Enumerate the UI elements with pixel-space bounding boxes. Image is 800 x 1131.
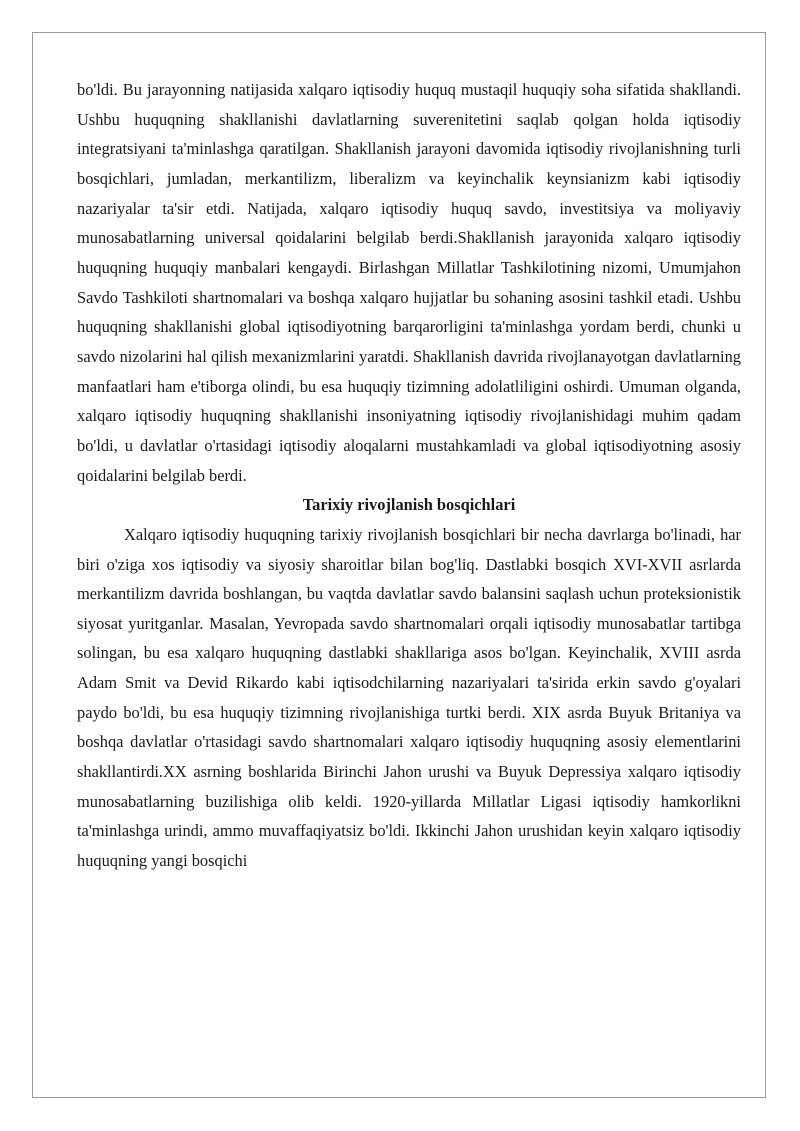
section-heading: Tarixiy rivojlanish bosqichlari: [302, 495, 516, 515]
document-body: [77, 75, 741, 876]
body-paragraph: Xalqaro iqtisodiy huquqning tarixiy rivojlanish bosqichlari bir necha davrlarga bo'linadi, har biri o'ziga xos iqtisodiy va siyosiy sharoitlar bilan bog'liq. Dastlabki bosqich XVI-XVII asrlarda merkantilizm davrida boshlangan, bu vaqtda davlatlar savdo balansini saqlash uchun proteksionistik siyosat yuritganlar. Masalan, Yevropada savdo shartnomalari orqali iqtisodiy munosabatlar tartibga solingan, bu esa xalqaro huquqning dastlabki shakllariga asos bo'lgan. Keyinchalik, XVIII asrda Adam Smit va Devid Rikardo kabi iqtisodchilarning nazariyalari ta'sirida erkin savdo g'oyalari paydo bo'ldi, bu esa huquqiy tizimning rivojlanishiga turtki berdi. XIX asrda Buyuk Britaniya va boshqa davlatlar o'rtasidagi savdo shartnomalari xalqaro iqtisodiy huquqning asosiy elementlarini shakllantirdi.XX asrning boshlarida Birinchi Jahon urushi va Buyuk Depressiya xalqaro iqtisodiy munosabatlarning buzilishiga olib keldi. 1920-yillarda Millatlar Ligasi iqtisodiy hamkorlikni ta'minlashga urindi, ammo muvaffaqiyatsiz bo'ldi. Ikkinchi Jahon urushidan keyin xalqaro iqtisodiy huquqning yangi bosqichi: [77, 524, 741, 871]
body-paragraph: bo'ldi. Bu jarayonning natijasida xalqaro iqtisodiy huquq mustaqil huquqiy soha sifatida shakllandi. Ushbu huquqning shakllanishi davlatlarning suverenitetini saqlab qolgan holda iqtisodiy integratsiyani ta'minlashga qaratilgan. Shakllanish jarayoni davomida iqtisodiy rivojlanishning turli bosqichlari, jumladan, merkantilizm, liberalizm va keyinchalik keynsianizm kabi iqtisodiy nazariyalar ta'sir etdi. Natijada, xalqaro iqtisodiy huquq savdo, investitsiya va moliyaviy munosabatlarning universal qoidalarini belgilab berdi.Shakllanish jarayonida xalqaro iqtisodiy huquqning huquqiy manbalari kengaydi. Birlashgan Millatlar Tashkilotining nizomi, Umumjahon Savdo Tashkiloti shartnomalari va boshqa xalqaro hujjatlar bu sohaning asosini tashkil etadi. Ushbu huquqning shakllanishi global iqtisodiyotning barqarorligini ta'minlashga yordam berdi, chunki u savdo nizolarini hal qilish mexanizmlarini yaratdi. Shakllanish davrida rivojlanayotgan davlatlarning manfaatlari ham e'tiborga olindi, bu esa huquqiy tizimning adolatliligini oshirdi. Umuman olganda, xalqaro iqtisodiy huquqning shakllanishi insoniyatning iqtisodiy rivojlanishidagi muhim qadam bo'ldi, u davlatlar o'rtasidagi iqtisodiy aloqalarni mustahkamladi va global iqtisodiyotning asosiy qoidalarini belgilab berdi.: [77, 80, 741, 485]
